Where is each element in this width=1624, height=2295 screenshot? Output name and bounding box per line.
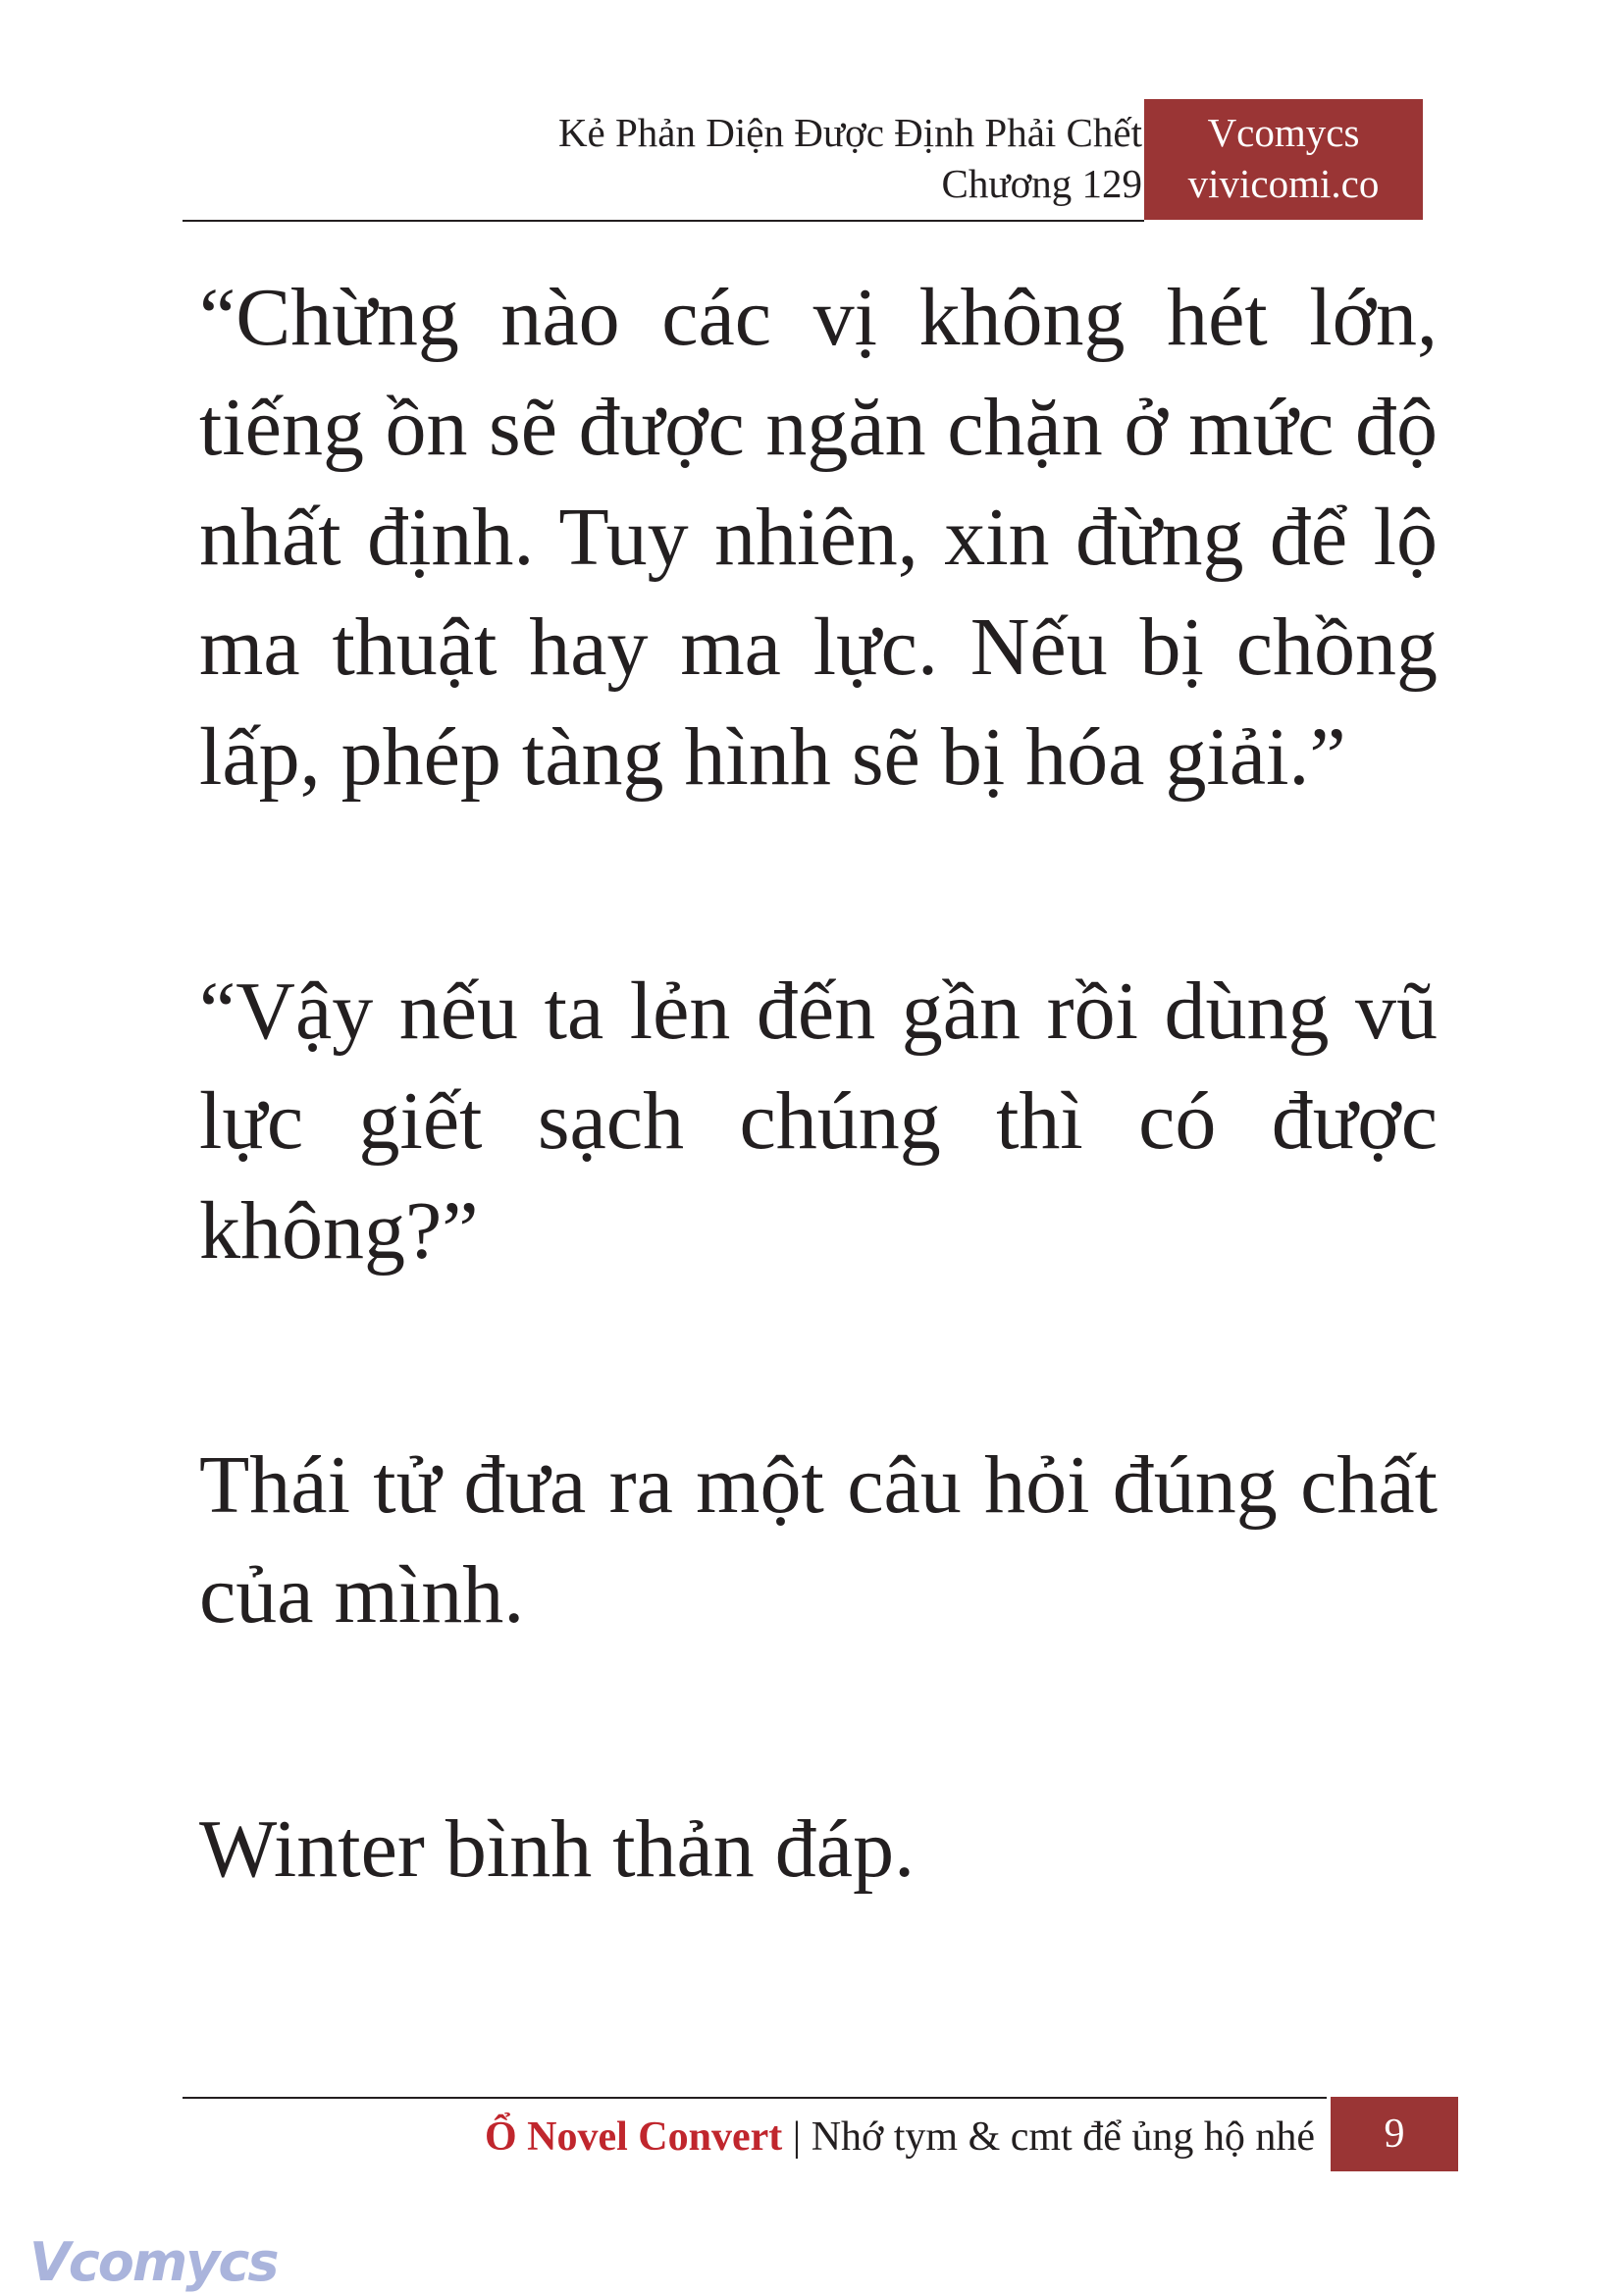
footer-divider <box>183 2097 1327 2099</box>
brand-box <box>1144 99 1423 220</box>
brand-name: Vcomycs <box>1207 110 1360 155</box>
footer-message: Nhớ tym & cmt để ủng hộ nhé <box>811 2114 1315 2160</box>
header-divider <box>183 220 1144 222</box>
chapter-label: Chương 129 <box>941 161 1142 206</box>
page-footer <box>183 2097 1458 2173</box>
paragraph: Thái tử đưa ra một câu hỏi đúng chất của mình. <box>199 1439 1438 1641</box>
book-title: Kẻ Phản Diện Được Định Phải Chết <box>557 110 1142 155</box>
watermark-logo: Vcomycs <box>29 2231 278 2293</box>
paragraph: Winter bình thản đáp. <box>199 1803 916 1895</box>
header-title-block <box>558 107 1142 209</box>
page-body <box>199 263 1438 1904</box>
page-number: 9 <box>1331 2097 1458 2171</box>
footer-separator: | <box>792 2114 802 2160</box>
brand-site: vivicomi.co <box>1187 161 1380 206</box>
paragraph: “Chừng nào các vị không hét lớn, tiếng ồn sẽ được ngăn chặn ở mức độ nhất định. Tuy nhiên, xin đừng để lộ ma thuật hay ma lực. Nếu bị chồng lấp, phép tàng hình sẽ bị hóa giải.” <box>199 272 1438 803</box>
footer-text <box>485 2112 1315 2162</box>
footer-brand: Ổ Novel Convert <box>484 2114 783 2160</box>
paragraph: “Vậy nếu ta lẻn đến gần rồi dùng vũ lực giết sạch chúng thì có được không?” <box>199 965 1438 1277</box>
page-header <box>183 99 1423 222</box>
